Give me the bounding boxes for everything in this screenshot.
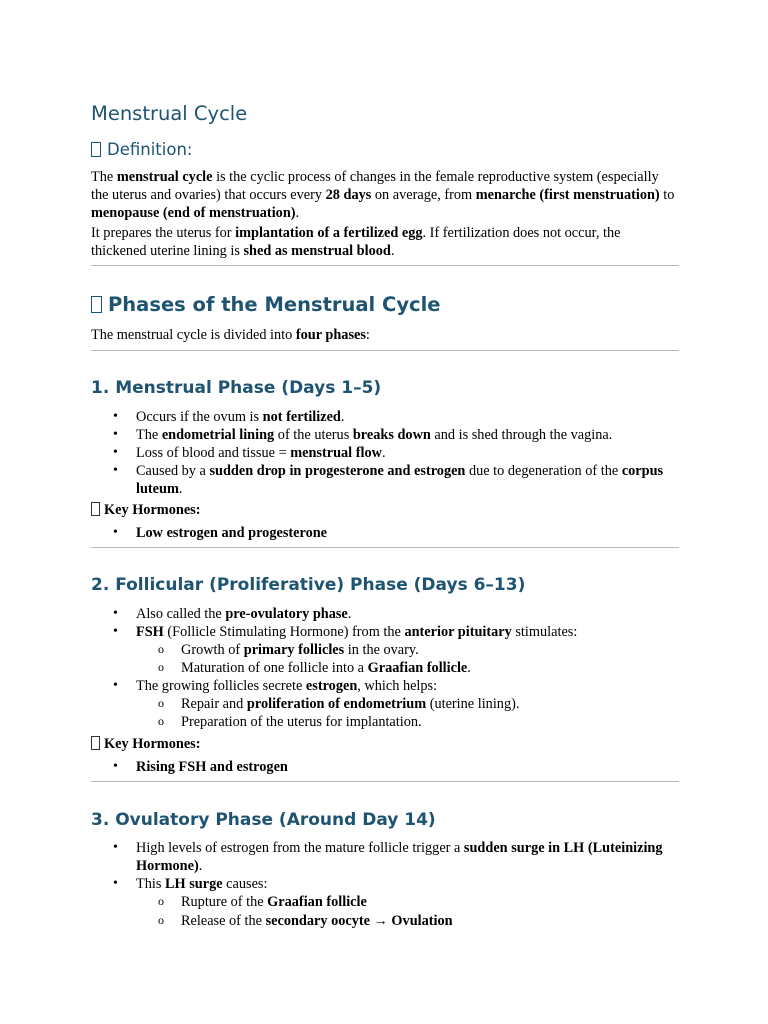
key-icon [91,502,100,516]
phases-heading: Phases of the Menstrual Cycle [91,291,679,319]
divider [91,547,679,548]
sub-list [91,893,679,930]
cycle-icon [91,296,102,313]
page-title: Menstrual Cycle [91,102,248,125]
key-hormones-label: Key Hormones: [91,501,679,519]
list-item: • Loss of blood and tissue = menstrual flow. [91,444,679,462]
list-item: • This LH surge causes: o Rupture of the Graafian follicle o Release of the secondary oocyte → Ovulation [91,875,679,930]
phases-intro: The menstrual cycle is divided into four phases: [91,327,370,343]
sub-list-item: o Preparation of the uterus for implantation. [91,713,679,731]
divider [91,350,679,351]
pin-icon [91,142,101,157]
list-item: • Also called the pre-ovulatory phase. [91,605,679,623]
list-item: • The endometrial lining of the uterus breaks down and is shed through the vagina. [91,426,679,444]
list-item: • Caused by a sudden drop in progesterone and estrogen due to degeneration of the corpus luteum. [91,462,679,498]
menstrual-phase-list [91,408,679,498]
sub-list [91,641,679,677]
divider [91,265,679,266]
list-item: • FSH (Follicle Stimulating Hormone) from the anterior pituitary stimulates: o Growth of primary follicles in the ovary. o Maturation of one follicle into a Graafian follicle. [91,623,679,677]
sub-list-item: o Rupture of the Graafian follicle [91,893,679,911]
definition-paragraph-2: It prepares the uterus for implantation of a fertilized egg. If fertilization does not occur, the thickened uterine lining is shed as menstrual blood. [91,225,621,259]
divider [91,781,679,782]
key-hormones-label: Key Hormones: [91,735,679,753]
follicular-phase-heading: 2. Follicular (Proliferative) Phase (Days 6–13) [91,575,526,595]
menstrual-phase-heading: 1. Menstrual Phase (Days 1–5) [91,378,382,398]
sub-list-item: o Maturation of one follicle into a Graafian follicle. [91,659,679,677]
key-hormones-list [91,758,679,776]
sub-list [91,695,679,731]
follicular-phase-list [91,605,679,731]
sub-list-item: o Release of the secondary oocyte → Ovulation [91,912,679,930]
definition-paragraph-1: The menstrual cycle is the cyclic process of changes in the female reproductive system (especially the uterus and ovaries) that occurs every 28 days on average, from menarche (first menstruation) to menopause (end of menstruation). [91,169,675,221]
ovulatory-phase-heading: 3. Ovulatory Phase (Around Day 14) [91,810,436,830]
list-item: • High levels of estrogen from the mature follicle trigger a sudden surge in LH (Luteinizing Hormone). [91,839,679,875]
key-icon [91,736,100,750]
ovulatory-phase-list [91,839,679,930]
document-page [91,100,679,930]
sub-list-item: o Repair and proliferation of endometrium (uterine lining). [91,695,679,713]
key-hormones-list [91,524,679,542]
definition-heading: Definition: [91,138,679,162]
list-item: • The growing follicles secrete estrogen, which helps: o Repair and proliferation of endometrium (uterine lining). o Preparation of the uterus for implantation. [91,677,679,731]
list-item: • Low estrogen and progesterone [91,524,679,542]
list-item: • Occurs if the ovum is not fertilized. [91,408,679,426]
list-item: • Rising FSH and estrogen [91,758,679,776]
sub-list-item: o Growth of primary follicles in the ovary. [91,641,679,659]
